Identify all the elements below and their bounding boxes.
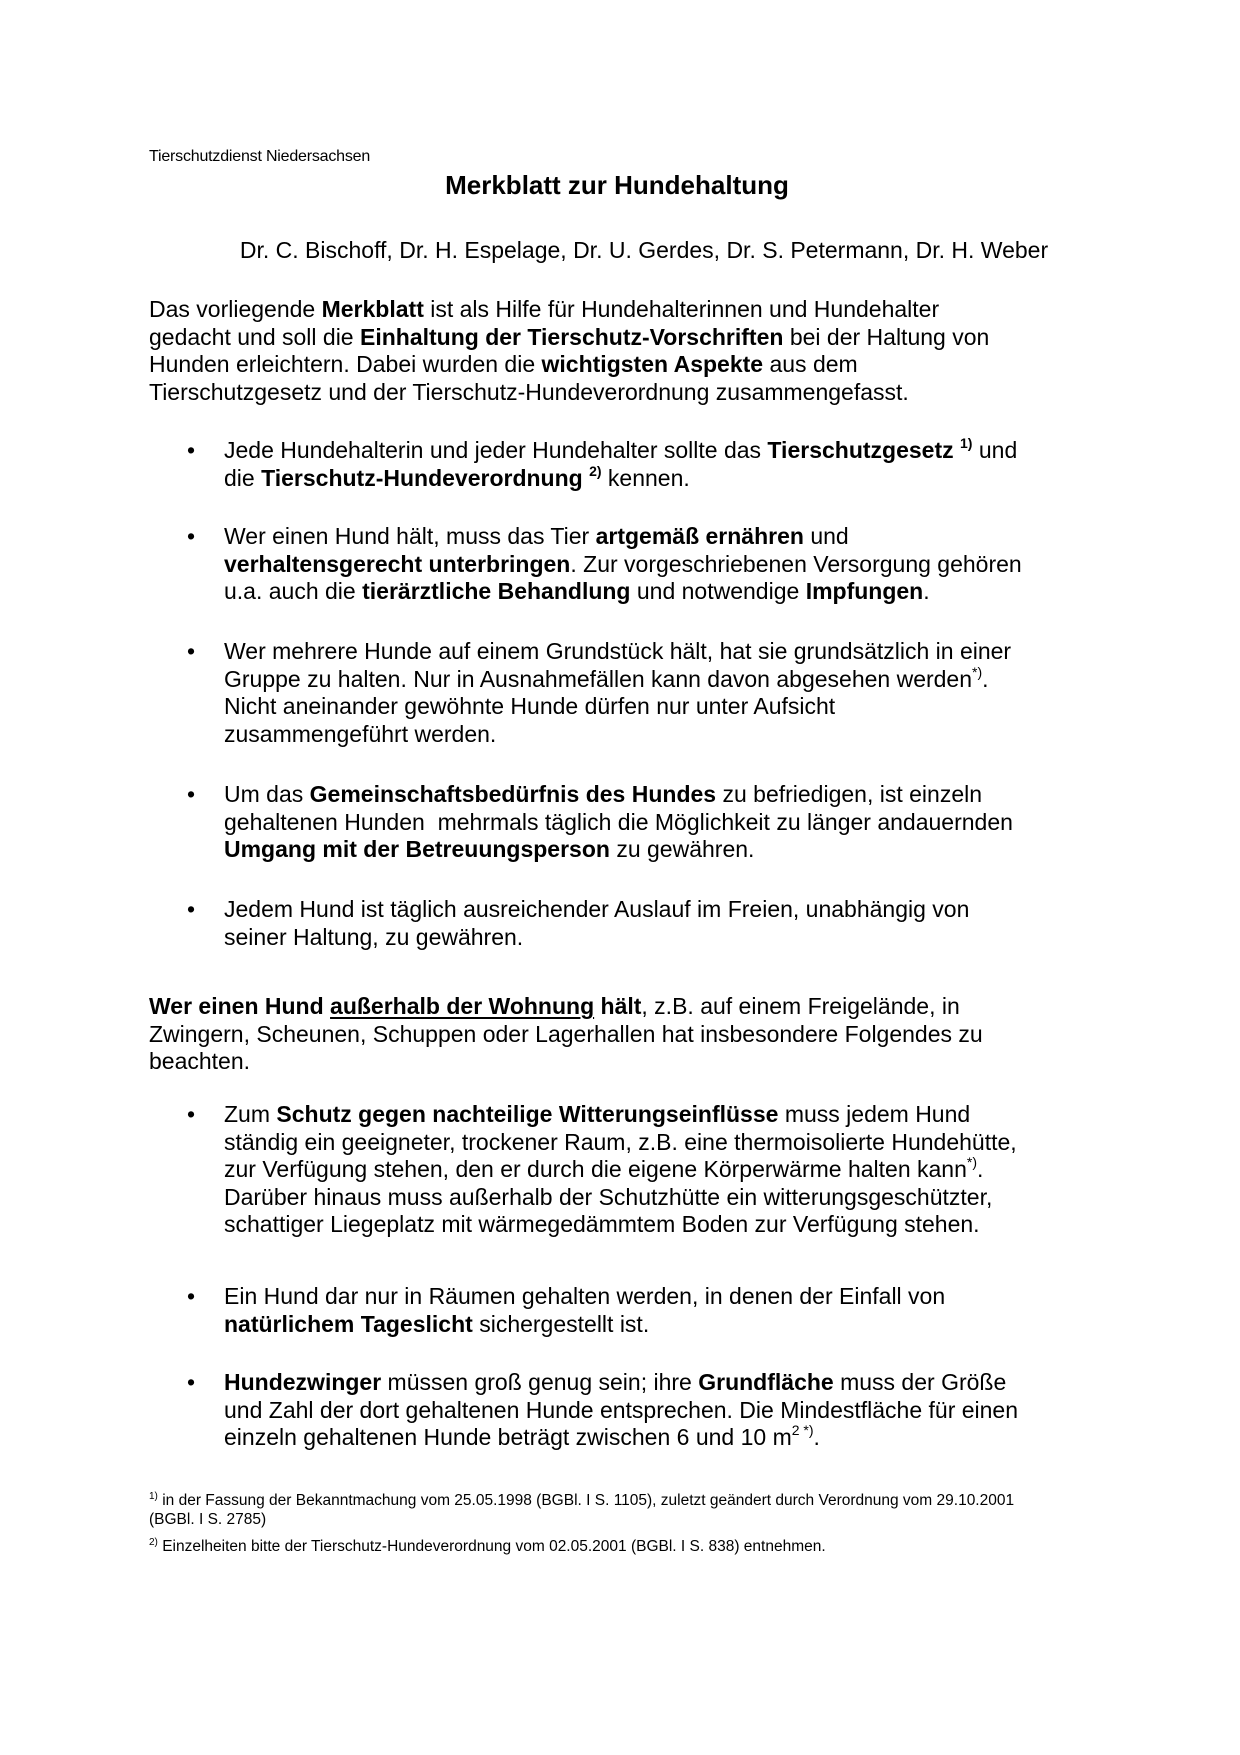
text-line xyxy=(224,638,1104,666)
bullet-marker: • xyxy=(187,523,196,549)
text-segment: zu gewähren. xyxy=(609,836,755,862)
text-segment: seiner Haltung, zu gewähren. xyxy=(224,923,524,950)
text-line xyxy=(224,1129,1104,1157)
text-line xyxy=(224,1211,1104,1239)
footnote-marker: 1) xyxy=(149,1491,158,1502)
text-segment: Gruppe zu halten. Nur in Ausnahmefällen kann davon abgesehen werden xyxy=(224,665,973,692)
text-segment: Zum xyxy=(224,1101,277,1127)
organization-name: Tierschutzdienst Niedersachsen xyxy=(149,148,371,165)
emphasis-text: Gemeinschaftsbedürfnis des Hundes xyxy=(309,781,717,807)
text-line xyxy=(224,551,1104,579)
text-segment: kennen. xyxy=(601,464,690,491)
bullet-marker: • xyxy=(187,896,196,922)
document-title xyxy=(0,170,1240,201)
text-line xyxy=(224,781,1104,809)
text-segment: die xyxy=(224,464,262,491)
text-segment: Zwingern, Scheunen, Schuppen oder Lagerhallen hat insbesondere Folgendes zu xyxy=(149,1020,983,1047)
text-segment: ist als Hilfe für Hundehalterinnen und Hundehalter xyxy=(423,296,940,322)
text-segment: aus dem xyxy=(763,351,858,377)
bullet-marker: • xyxy=(187,1283,196,1309)
text-segment: Hunden erleichtern. Dabei wurden die xyxy=(149,351,542,377)
bullet-text xyxy=(224,1283,1104,1338)
text-segment: Jedem Hund ist täglich ausreichender Auslauf im Freien, unabhängig von xyxy=(224,896,970,922)
text-segment: und Zahl der dort gehaltenen Hunde entsprechen. Die Mindestfläche für einen xyxy=(224,1396,1019,1423)
text-segment: muss jedem Hund xyxy=(778,1101,971,1127)
emphasis-text: Tierschutz-Hundeverordnung xyxy=(261,464,583,491)
bullet-text xyxy=(224,437,1104,492)
bullet-text xyxy=(224,896,1104,951)
footnote-reference: 1) xyxy=(960,435,973,451)
emphasis-text: Wer einen Hund xyxy=(149,993,331,1019)
text-segment: Darüber hinaus muss außerhalb der Schutzhütte ein witterungsgeschützter, xyxy=(224,1183,993,1210)
text-segment: ständig ein geeigneter, trockener Raum, z.B. eine thermoisolierte Hundehütte, xyxy=(224,1128,1017,1155)
text-line xyxy=(224,578,1104,606)
text-line xyxy=(224,1311,1104,1339)
footnote-reference: 2) xyxy=(589,462,602,479)
text-line xyxy=(224,836,1104,864)
text-line xyxy=(149,296,1099,324)
bullet-marker: • xyxy=(187,638,196,664)
text-segment: Das vorliegende xyxy=(149,296,322,322)
text-line xyxy=(224,1156,1104,1184)
emphasis-text: tierärztliche Behandlung xyxy=(362,578,631,604)
footnotes xyxy=(149,1491,1109,1564)
text-line xyxy=(224,1424,1104,1452)
text-line xyxy=(149,351,1099,379)
text-segment: und xyxy=(803,523,849,549)
footnote-1 xyxy=(149,1491,1109,1529)
emphasis-text: Grundfläche xyxy=(698,1369,834,1395)
bullet-marker: • xyxy=(187,781,196,807)
text-line xyxy=(149,1048,1099,1076)
text-segment: gehaltenen Hunden mehrmals täglich die Möglichkeit zu länger andauernden xyxy=(224,808,1013,835)
text-segment: schattiger Liegeplatz mit wärmegedämmtem Boden zur Verfügung stehen. xyxy=(224,1211,980,1237)
emphasis-text: Hundezwinger xyxy=(224,1369,382,1395)
text-segment: Um das xyxy=(224,781,310,807)
text-line xyxy=(149,324,1099,352)
bullet-text xyxy=(224,638,1104,748)
text-segment: einzeln gehaltenen Hunde beträgt zwischen 6 und 10 m xyxy=(224,1424,792,1450)
text-line xyxy=(224,809,1104,837)
footnote-marker: 2) xyxy=(149,1537,158,1548)
text-segment: Wer mehrere Hunde auf einem Grundstück hält, hat sie grundsätzlich in einer xyxy=(224,638,1012,664)
emphasis-text: Schutz gegen nachteilige Witterungseinflüsse xyxy=(276,1101,779,1127)
footnote-reference: *) xyxy=(966,1154,977,1170)
intro-paragraph xyxy=(149,296,1099,406)
text-segment: . xyxy=(982,665,989,692)
text-segment: zur Verfügung stehen, den er durch die eigene Körperwärme halten kann xyxy=(224,1156,967,1182)
bullet-text xyxy=(224,781,1104,864)
text-segment: bei der Haltung von xyxy=(783,323,990,350)
text-segment: gedacht und soll die xyxy=(149,323,360,350)
text-line xyxy=(224,462,1104,493)
footnote-text-continued: (BGBl. I S. 2785) xyxy=(149,1511,267,1528)
text-segment: müssen groß genug sein; ihre xyxy=(381,1369,699,1395)
text-line xyxy=(224,693,1104,721)
text-segment: u.a. auch die xyxy=(224,578,363,604)
emphasis-text: wichtigsten Aspekte xyxy=(541,351,764,377)
text-segment: zusammengeführt werden. xyxy=(224,720,497,747)
text-line xyxy=(224,924,1104,952)
bullet-text xyxy=(224,1369,1104,1452)
emphasis-text: Tierschutzgesetz xyxy=(767,437,954,463)
text-line xyxy=(224,523,1104,551)
emphasis-text: Merkblatt xyxy=(321,296,424,322)
text-line xyxy=(224,721,1104,749)
text-segment: und notwendige xyxy=(630,578,806,604)
text-segment: Ein Hund dar nur in Räumen gehalten werden, in denen der Einfall von xyxy=(224,1283,946,1309)
bullet-marker: • xyxy=(187,1101,196,1127)
text-segment: . Zur vorgeschriebenen Versorgung gehören xyxy=(570,550,1022,577)
text-line xyxy=(149,379,1099,407)
text-segment: , z.B. auf einem Freigelände, in xyxy=(641,993,960,1019)
document-title-text: Merkblatt zur Hundehaltung xyxy=(445,170,789,200)
authors-text: Dr. C. Bischoff, Dr. H. Espelage, Dr. U. Gerdes, Dr. S. Petermann, Dr. H. Weber xyxy=(239,237,1049,263)
emphasis-text: Impfungen xyxy=(805,578,924,604)
authors-line xyxy=(0,237,1240,264)
text-segment: muss der Größe xyxy=(833,1369,1007,1395)
bullet-marker: • xyxy=(187,1369,196,1395)
text-line xyxy=(224,663,1104,694)
text-segment: sichergestellt ist. xyxy=(472,1310,650,1337)
text-line xyxy=(149,1021,1099,1049)
text-line xyxy=(224,1184,1104,1212)
text-segment: beachten. xyxy=(149,1048,251,1074)
text-segment: . xyxy=(977,1156,984,1182)
text-line xyxy=(224,1369,1104,1397)
emphasis-text: verhaltensgerecht unterbringen xyxy=(224,550,571,577)
emphasis-text: außerhalb der Wohnung xyxy=(330,993,595,1019)
text-segment: Nicht aneinander gewöhnte Hunde dürfen nur unter Aufsicht xyxy=(224,693,836,719)
text-line xyxy=(149,993,1099,1021)
emphasis-text: artgemäß ernähren xyxy=(595,523,804,549)
text-line xyxy=(224,896,1104,924)
emphasis-text: Umgang mit der Betreuungsperson xyxy=(224,836,610,862)
text-line xyxy=(224,1101,1104,1129)
footnote-reference: *) xyxy=(972,663,983,680)
emphasis-text: natürlichem Tageslicht xyxy=(224,1310,473,1337)
text-segment: und xyxy=(972,437,1018,463)
footnote-text: in der Fassung der Bekanntmachung vom 25.05.1998 (BGBl. I S. 1105), zuletzt geändert durch Verordnung vom 29.10.2001 xyxy=(162,1492,1015,1509)
text-line xyxy=(224,437,1104,465)
footnote-2 xyxy=(149,1537,1109,1556)
footnote-reference: 2 *) xyxy=(791,1422,814,1438)
text-segment: . xyxy=(813,1424,820,1450)
text-segment: Wer einen Hund hält, muss das Tier xyxy=(224,523,596,549)
text-segment: . xyxy=(923,578,930,604)
footnote-text: Einzelheiten bitte der Tierschutz-Hundeverordnung vom 02.05.2001 (BGBl. I S. 838) entnehmen. xyxy=(162,1538,826,1555)
emphasis-text: hält xyxy=(594,993,642,1019)
outdoor-section-intro xyxy=(149,993,1099,1076)
text-line xyxy=(224,1283,1104,1311)
text-segment: Tierschutzgesetz und der Tierschutz-Hundeverordnung zusammengefasst. xyxy=(149,378,909,405)
text-segment: zu befriedigen, ist einzeln xyxy=(716,781,983,807)
text-segment: Jede Hundehalterin und jeder Hundehalter sollte das xyxy=(224,437,768,463)
bullet-marker: • xyxy=(187,437,196,463)
emphasis-text: Einhaltung der Tierschutz-Vorschriften xyxy=(360,323,784,350)
text-line xyxy=(224,1397,1104,1425)
bullet-text xyxy=(224,523,1104,606)
bullet-text xyxy=(224,1101,1104,1239)
